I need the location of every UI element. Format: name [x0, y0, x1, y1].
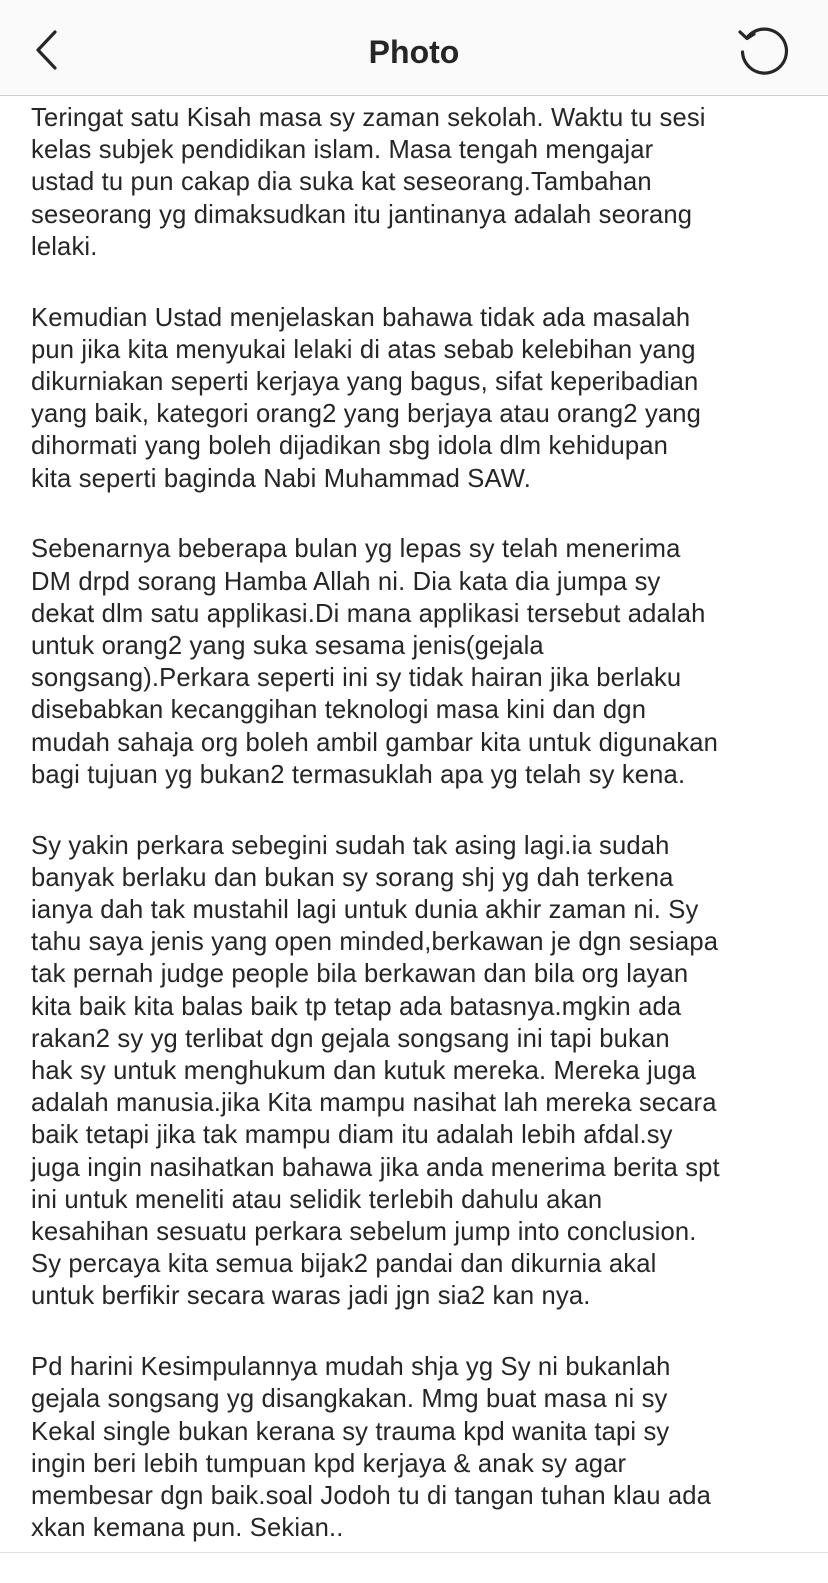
text-line: kelas subjek pendidikan islam. Masa tengah mengajar: [31, 136, 654, 165]
text-line: untuk orang2 yang suka sesama jenis(gejala: [31, 632, 544, 661]
text-line: mudah sahaja org boleh ambil gambar kita untuk digunakan: [31, 728, 719, 757]
text-line: ini untuk meneliti atau selidik terlebih dahulu akan: [31, 1185, 603, 1214]
text-line: ustad tu pun cakap dia suka kat seseorang.Tambahan: [31, 168, 652, 197]
paragraph: [31, 302, 811, 495]
text-line: songsang).Perkara seperti ini sy tidak hairan jika berlaku: [31, 664, 682, 693]
paragraph: [31, 830, 811, 1313]
text-line: yang baik, kategori orang2 yang berjaya atau orang2 yang: [31, 400, 702, 429]
text-line: kesahihan sesuatu perkara sebelum jump into conclusion.: [31, 1218, 697, 1247]
text-line: seseorang yg dimaksudkan itu jantinanya adalah seorang: [31, 200, 693, 229]
paragraph: [31, 1351, 811, 1544]
text-line: Kekal single bukan kerana sy trauma kpd wanita tapi sy: [31, 1417, 670, 1446]
text-line: tahu saya jenis yang open minded,berkawan je dgn sesiapa: [31, 928, 719, 957]
text-line: dekat dlm satu applikasi.Di mana applikasi tersebut adalah: [31, 599, 706, 628]
text-line: dikurniakan seperti kerjaya yang bagus, sifat keperibadian: [31, 368, 699, 397]
text-line: DM drpd sorang Hamba Allah ni. Dia kata dia jumpa sy: [31, 567, 661, 596]
text-line: bagi tujuan yg bukan2 termasuklah apa yg telah sy kena.: [31, 760, 686, 789]
text-line: dihormati yang boleh dijadikan sbg idola dlm kehidupan: [31, 432, 668, 461]
text-line: banyak berlaku dan bukan sy sorang shj yg dah terkena: [31, 863, 674, 892]
text-line: kita seperti baginda Nabi Muhammad SAW.: [31, 464, 531, 493]
text-line: Kemudian Ustad menjelaskan bahawa tidak ada masalah: [31, 303, 691, 332]
text-line: Pd harini Kesimpulannya mudah shja yg Sy ni bukanlah: [31, 1353, 671, 1382]
text-line: rakan2 sy yg terlibat dgn gejala songsang ini tapi bukan: [31, 1024, 670, 1053]
text-line: juga ingin nasihatkan bahawa jika anda menerima berita spt: [31, 1153, 720, 1182]
text-line: Sebenarnya beberapa bulan yg lepas sy telah menerima: [31, 535, 681, 564]
text-line: kita baik kita balas baik tp tetap ada batasnya.mgkin ada: [31, 992, 682, 1021]
divider: [0, 1552, 828, 1553]
text-line: membesar dgn baik.soal Jodoh tu di tangan tuhan klau ada: [31, 1482, 711, 1511]
text-line: Sy percaya kita semua bijak2 pandai dan dikurnia akal: [31, 1250, 657, 1279]
post-text: [31, 102, 811, 1583]
text-line: adalah manusia.jika Kita mampu nasihat lah mereka secara: [31, 1089, 717, 1118]
navigation-bar: [0, 0, 828, 96]
text-line: ingin beri lebih tumpuan kpd kerjaya & anak sy agar: [31, 1449, 627, 1478]
rotate-button[interactable]: [734, 24, 794, 80]
text-line: disebabkan kecanggihan teknologi masa kini dan dgn: [31, 696, 647, 725]
paragraph: [31, 533, 811, 791]
text-line: Teringat satu Kisah masa sy zaman sekolah. Waktu tu sesi: [31, 104, 706, 132]
text-line: Sy yakin perkara sebegini sudah tak asing lagi.ia sudah: [31, 831, 670, 860]
text-line: untuk berfikir secara waras jadi jgn sia2 kan nya.: [31, 1282, 591, 1311]
text-line: baik tetapi jika tak mampu diam itu adalah lebih afdal.sy: [31, 1121, 673, 1150]
text-line: ianya dah tak mustahil lagi untuk dunia akhir zaman ni. Sy: [31, 896, 699, 925]
text-line: tak pernah judge people bila berkawan dan bila org layan: [31, 960, 689, 989]
text-line: hak sy untuk menghukum dan kutuk mereka. Mereka juga: [31, 1057, 697, 1086]
text-line: gejala songsang yg disangkakan. Mmg buat masa ni sy: [31, 1385, 668, 1414]
rotate-ccw-icon: [734, 24, 794, 80]
text-line: pun jika kita menyukai lelaki di atas sebab kelebihan yang: [31, 335, 696, 364]
page-title: Photo: [368, 34, 460, 70]
text-line: xkan kemana pun. Sekian..: [31, 1514, 344, 1543]
text-line: lelaki.: [31, 232, 98, 261]
paragraph: [31, 102, 811, 263]
